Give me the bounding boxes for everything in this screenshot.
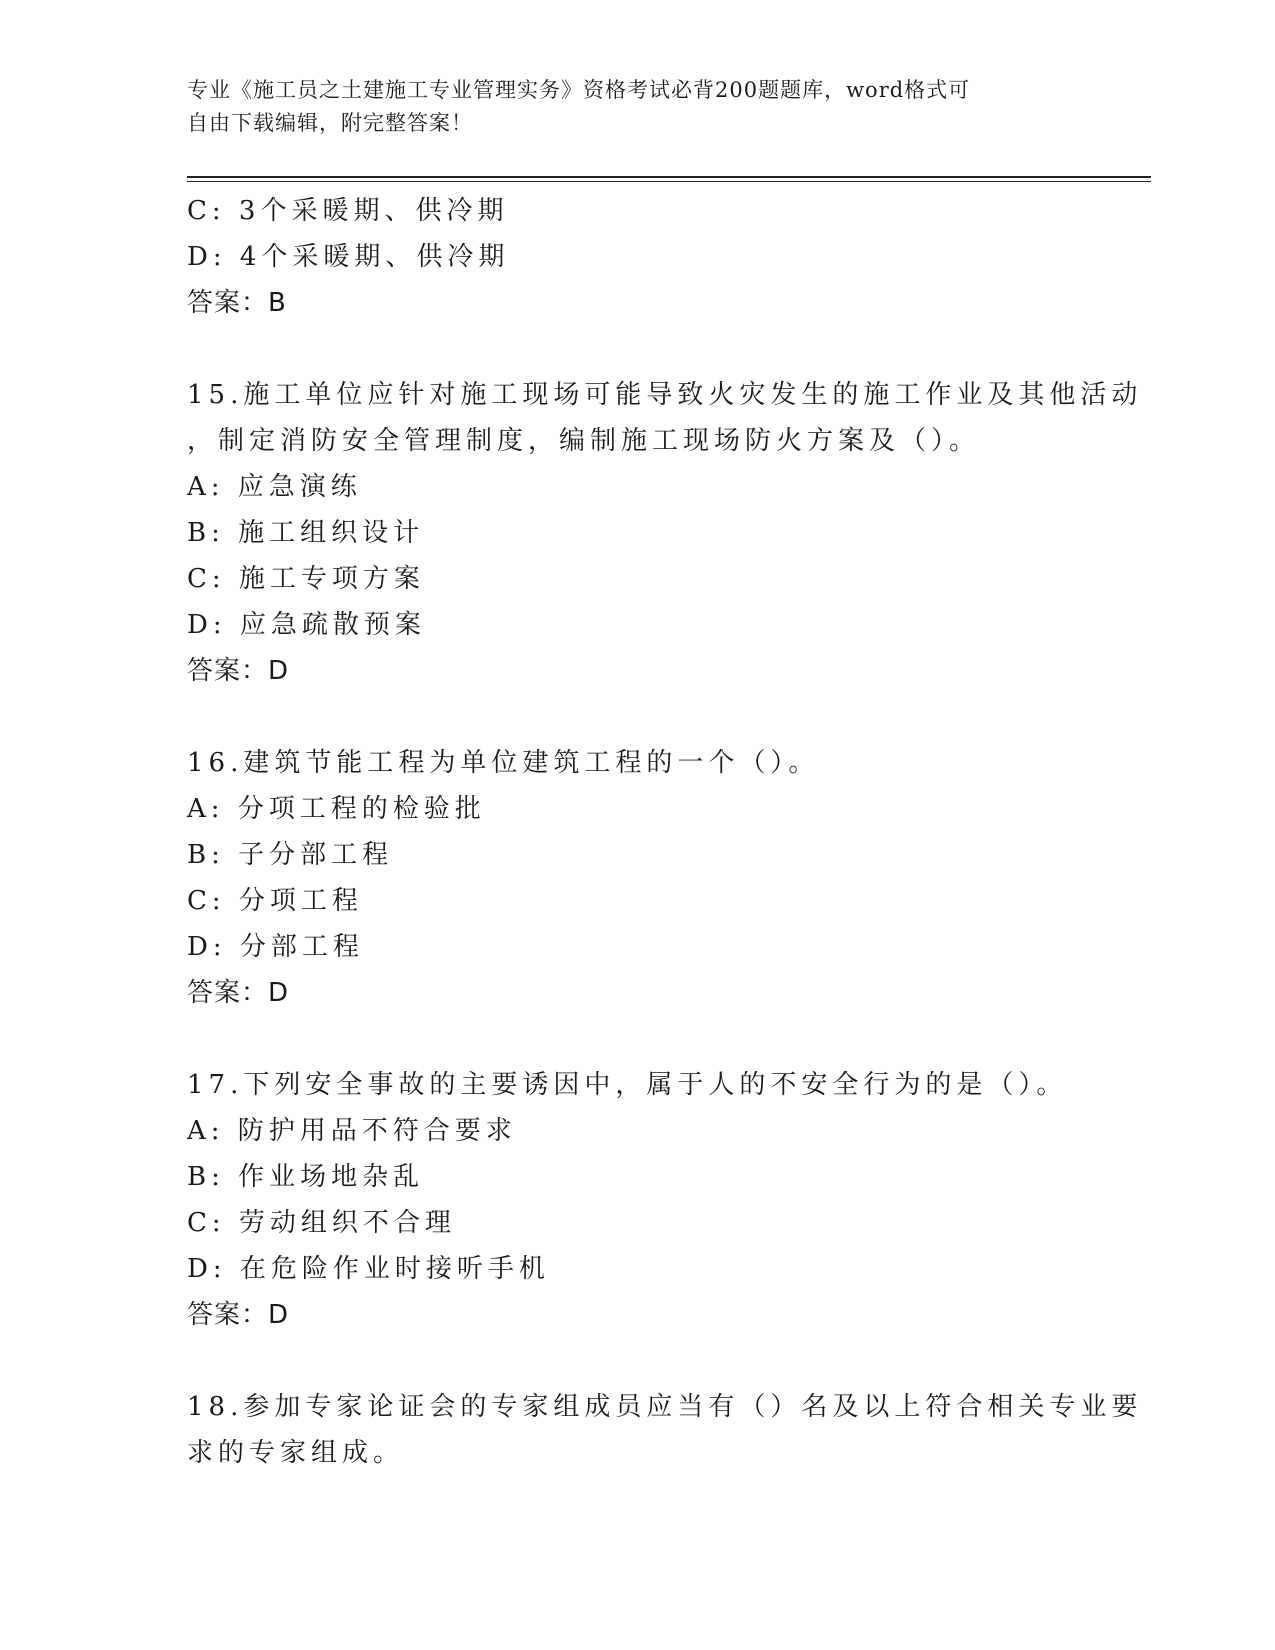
answer-line: 答案：D <box>187 978 290 1008</box>
question-stem: 求的专家组成。 <box>187 1438 405 1468</box>
option-b: B: 作业场地杂乱 <box>187 1162 425 1192</box>
question-stem: 16.建筑节能工程为单位建筑工程的一个（）。 <box>187 748 820 778</box>
option-c: C: 施工专项方案 <box>187 564 425 594</box>
answer-line: 答案：D <box>187 656 290 686</box>
question-list <box>187 188 1143 1476</box>
answer-line: 答案：D <box>187 1300 290 1330</box>
question-stem: 18.参加专家论证会的专家组成员应当有（）名及以上符合相关专业要 <box>187 1392 1143 1422</box>
option-d: D: 分部工程 <box>187 932 364 962</box>
header-divider-thick <box>187 176 1151 178</box>
option-c: C: 3个采暖期、供冷期 <box>187 196 509 226</box>
option-a: A: 防护用品不符合要求 <box>187 1116 517 1146</box>
option-c: C: 分项工程 <box>187 886 363 916</box>
option-b: B: 子分部工程 <box>187 840 394 870</box>
header-divider-thin <box>187 181 1151 182</box>
question-stem: 15.施工单位应针对施工现场可能导致火灾发生的施工作业及其他活动 <box>187 380 1143 410</box>
header-line-2: 自由下载编辑，附完整答案！ <box>187 111 473 135</box>
option-c: C: 劳动组织不合理 <box>187 1208 456 1238</box>
option-d: D: 应急疏散预案 <box>187 610 426 640</box>
answer-line: 答案：B <box>187 288 287 318</box>
option-a: A: 分项工程的检验批 <box>187 794 486 824</box>
question-stem: ，制定消防安全管理制度，编制施工现场防火方案及（）。 <box>187 426 981 456</box>
document-header <box>187 74 1067 140</box>
option-a: A: 应急演练 <box>187 472 362 502</box>
question-stem: 17.下列安全事故的主要诱因中，属于人的不安全行为的是（）。 <box>187 1070 1068 1100</box>
option-d: D: 4个采暖期、供冷期 <box>187 242 510 272</box>
header-line-1: 专业《施工员之土建施工专业管理实务》资格考试必背200题题库，word格式可 <box>187 78 971 102</box>
option-b: B: 施工组织设计 <box>187 518 425 548</box>
option-d: D: 在危险作业时接听手机 <box>187 1254 550 1284</box>
